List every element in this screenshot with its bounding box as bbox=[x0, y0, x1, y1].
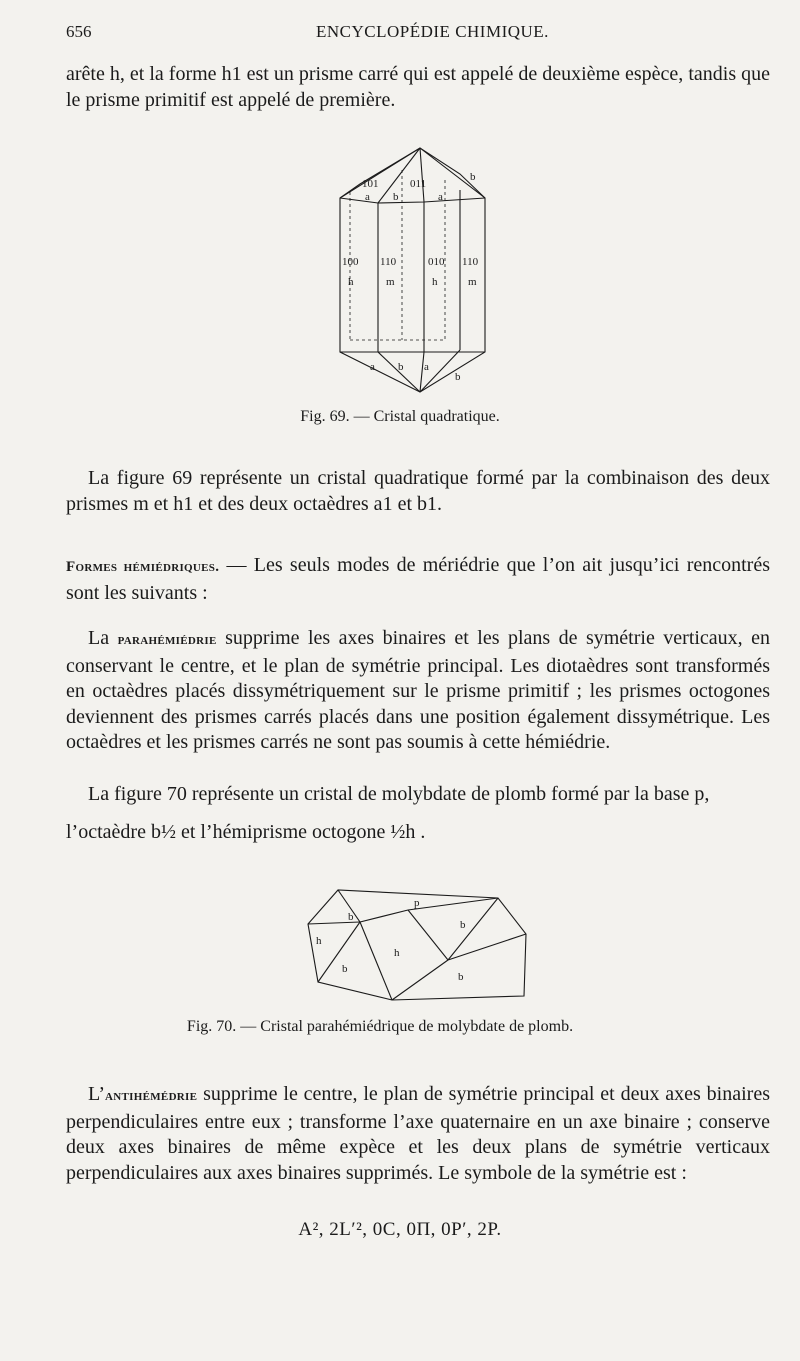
svg-text:b: b bbox=[398, 361, 404, 373]
paragraph-1: arête h, et la forme h1 est un prisme carré qui est appelé de deuxième espèce, tandis que le prisme primitif est appelé de première. bbox=[66, 63, 770, 111]
paragraph-5b: l’octaèdre b½ et l’hémiprisme octogone ½h . bbox=[66, 821, 426, 843]
svg-text:m: m bbox=[468, 276, 477, 288]
figure-69-crystal bbox=[320, 140, 520, 402]
svg-text:110: 110 bbox=[462, 256, 479, 268]
figure-70-caption: Fig. 70. — Cristal parahémiédrique de molybdate de plomb. bbox=[186, 1018, 574, 1035]
svg-text:p: p bbox=[414, 897, 420, 909]
running-title: ENCYCLOPÉDIE CHIMIQUE. bbox=[316, 22, 549, 41]
page-number: 656 bbox=[66, 22, 92, 41]
svg-text:h: h bbox=[394, 947, 400, 959]
svg-text:a: a bbox=[365, 191, 370, 203]
svg-text:b: b bbox=[458, 971, 464, 983]
svg-text:100: 100 bbox=[342, 256, 359, 268]
section-heading-hemiedric-forms: Formes hémiédriques. bbox=[66, 559, 220, 575]
figure-69-caption: Fig. 69. — Cristal quadratique. bbox=[300, 408, 500, 425]
svg-text:h: h bbox=[348, 276, 354, 288]
paragraph-2: La figure 69 représente un cristal quadratique formé par la combinaison des deux prismes m et h1 et des deux octaèdres a1 et b1. bbox=[66, 467, 770, 515]
term-antihemedrie: antihémédrie bbox=[105, 1088, 198, 1104]
figure-70-crystal bbox=[298, 884, 534, 1008]
term-parahemiedrie: parahémiédrie bbox=[117, 632, 217, 648]
svg-text:b: b bbox=[348, 911, 354, 923]
svg-text:a: a bbox=[438, 191, 443, 203]
svg-text:a: a bbox=[424, 361, 429, 373]
paragraph-4 bbox=[66, 626, 770, 756]
svg-text:b: b bbox=[470, 171, 476, 183]
svg-text:b: b bbox=[393, 191, 399, 203]
svg-text:m: m bbox=[386, 276, 395, 288]
svg-text:h: h bbox=[316, 935, 322, 947]
svg-text:b: b bbox=[460, 919, 466, 931]
paragraph-5a: La figure 70 représente un cristal de molybdate de plomb formé par la base p, bbox=[88, 783, 710, 805]
svg-text:b: b bbox=[342, 963, 348, 975]
svg-text:110: 110 bbox=[380, 256, 397, 268]
running-header bbox=[66, 22, 760, 46]
symmetry-symbol: A², 2L′², 0C, 0Π, 0P′, 2P. bbox=[298, 1219, 502, 1240]
paragraph-4-lead: La bbox=[88, 627, 118, 649]
paragraph-4-text: supprime les axes binaires et les plans de symétrie verticaux, en conservant le centre, et le plan de symétrie principal. Les diotaèdres sont transformés en octaèdres placés dissymétriquement sur le prisme primitif ; les prismes octogones deviennent des prismes carrés placés dans une position également dissymétrique. Les octaèdres et les prismes carrés ne sont pas soumis à cette hémiédrie. bbox=[66, 627, 771, 753]
svg-text:b: b bbox=[455, 371, 461, 383]
paragraph-6-text: supprime le centre, le plan de symétrie principal et deux axes binaires perpendiculaires entre eux ; transforme l’axe quaternaire en un axe binaire ; conserve deux axes binaires de même expèce et les deux plans de symétrie verticaux perpendiculaires aux axes binaires supprimés. Le symbole de la symétrie est : bbox=[66, 1083, 770, 1184]
paragraph-6 bbox=[66, 1082, 770, 1186]
svg-text:101: 101 bbox=[362, 178, 379, 190]
paragraph-3-text: — Les seuls modes de mériédrie que l’on ait jusqu’ici rencontrés sont les suivants : bbox=[66, 554, 771, 604]
paragraph-3 bbox=[66, 553, 770, 606]
svg-text:a: a bbox=[370, 361, 375, 373]
paragraph-6-lead: L’ bbox=[88, 1083, 106, 1105]
svg-text:h: h bbox=[432, 276, 438, 288]
svg-text:010: 010 bbox=[428, 256, 445, 268]
svg-text:011: 011 bbox=[410, 178, 427, 190]
